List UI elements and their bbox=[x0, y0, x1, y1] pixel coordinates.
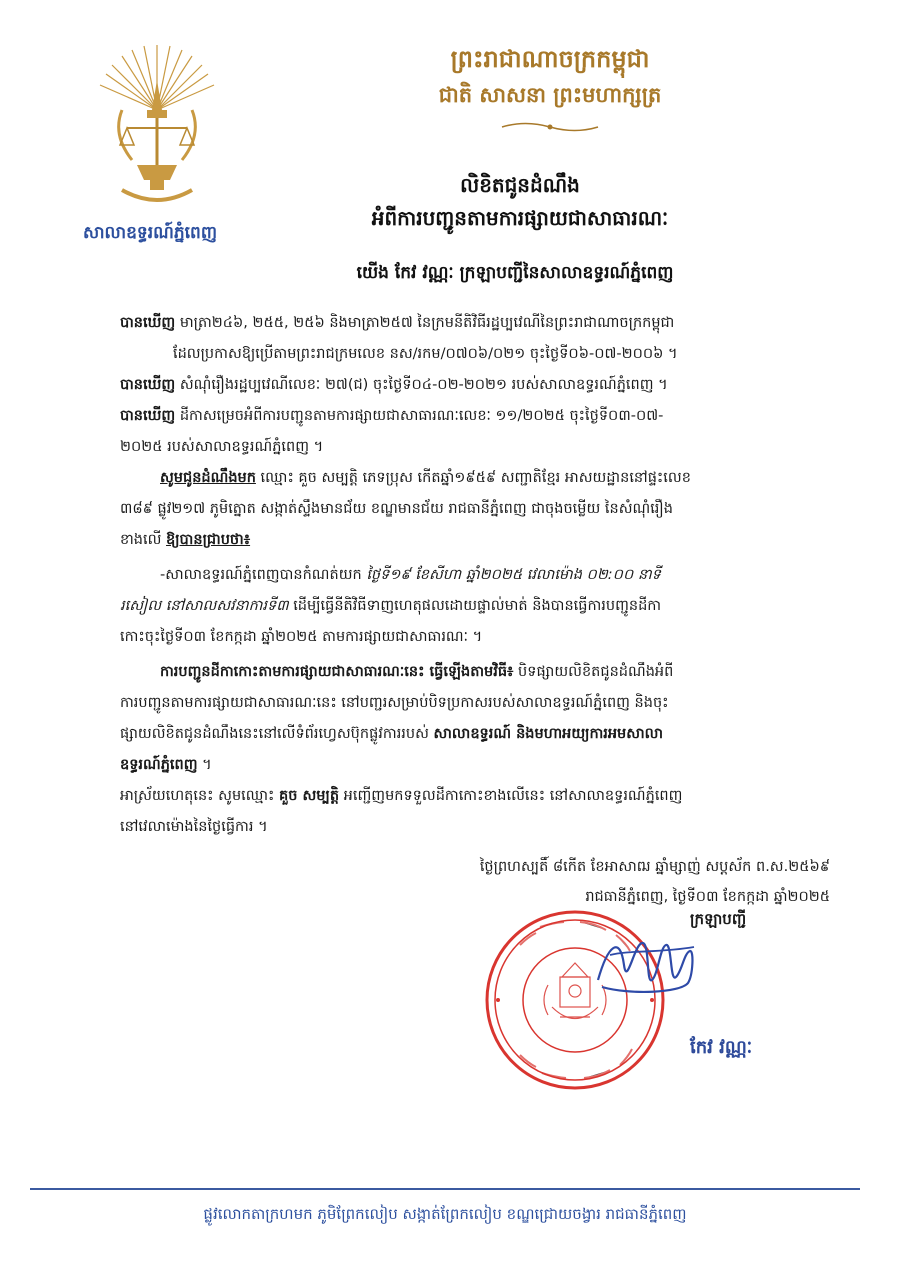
method-line-3 bbox=[120, 719, 840, 750]
notice-line-2: ៣៨៩ ផ្លូវ២១៧ ភូមិត្នោត សង្កាត់ស្ទឹងមានជ័យ ខណ្ឌមានជ័យ រាជធានីភ្នំពេញ ជាចុងចម្លើយ នៃសំណុំរឿង bbox=[120, 501, 673, 517]
method-end: ។ bbox=[197, 757, 212, 773]
method-court-names: សាលាឧទ្ធរណ៍ និងមហាអយ្យការអមសាលា bbox=[433, 726, 664, 742]
hearing-room: រសៀល នៅសាលសវនាការទី៣ bbox=[120, 598, 289, 614]
notice-line-1 bbox=[160, 463, 840, 494]
ornament-divider bbox=[500, 120, 600, 134]
notice-line-1-text: ឈ្មោះ គួច សម្បត្តិ ភេទប្រុស កើតឆ្នាំ១៩៥៩ សញ្ជាតិខ្មែរ អាសយដ្ឋាននៅផ្ទះលេខ bbox=[255, 470, 691, 486]
lunar-date: ថ្ងៃព្រហស្បតិ៍ ៨កើត ខែអាសាឍ ឆ្នាំម្សាញ់ សប្តស័ក ព.ស.២៥៦៩ bbox=[479, 859, 830, 875]
seen-item-3-cont: ២០២៥ របស់សាលាឧទ្ធរណ៍ភ្នំពេញ ។ bbox=[120, 439, 324, 455]
footer-address: ផ្លូវលោកតាក្រហមក ភូមិព្រែកលៀប សង្កាត់ព្រែកលៀប ខណ្ឌជ្រោយចង្វារ រាជធានីភ្នំពេញ bbox=[203, 1205, 687, 1223]
solar-date: រាជធានីភ្នំពេញ, ថ្ងៃទី០៣ ខែកក្កដា ឆ្នាំ២០២៥ bbox=[585, 889, 830, 905]
signer-title: ក្រឡាបញ្ជី bbox=[690, 910, 747, 928]
seen-item-2 bbox=[120, 370, 840, 401]
court-emblem-logo bbox=[92, 40, 222, 220]
notice-line-3 bbox=[120, 525, 840, 556]
hearing-line-1 bbox=[160, 560, 840, 591]
national-motto: ជាតិ សាសនា ព្រះមហាក្សត្រ bbox=[438, 83, 662, 107]
hearing-line-2 bbox=[120, 591, 840, 622]
issuer-line: យើង កែវ វណ្ណៈ ក្រឡាបញ្ជីនៃសាលាឧទ្ធរណ៍ភ្នំពេញ bbox=[356, 263, 674, 283]
method-line-1 bbox=[160, 657, 840, 688]
closing-person-name: គួច សម្បត្តិ bbox=[279, 788, 340, 804]
closing-text-c: អញ្ជើញមកទទួលដីកាកោះខាងលើនេះ នៅសាលាឧទ្ធរណ៍ភ្នំពេញ bbox=[339, 788, 683, 804]
seen-label: បានឃើញ bbox=[120, 408, 176, 424]
closing-line-2: នៅវេលាម៉ោងនៃថ្ងៃធ្វើការ ។ bbox=[120, 819, 268, 835]
method-text-c: ផ្សាយលិខិតជូនដំណឹងនេះនៅលើទំព័រហ្វេសប៊ុកផ្លូវការរបស់ bbox=[120, 726, 434, 742]
seen-item-3-text: ដីកាសម្រេចអំពីការបញ្ជូនតាមការផ្សាយជាសាធារណៈលេខៈ ១១/២០២៥ ចុះថ្ងៃទី០៣-០៧- bbox=[179, 408, 664, 424]
signer-name: កែវ វណ្ណៈ bbox=[690, 1037, 753, 1058]
method-lead: ការបញ្ជូនដីកាកោះតាមការផ្សាយជាសាធារណៈនេះ ធ្វើឡើងតាមវិធី៖ bbox=[160, 664, 514, 680]
seen-item-2-text: សំណុំរឿងរដ្ឋប្បវេណីលេខៈ ២៧(ជ) ចុះថ្ងៃទី០៤-០២-២០២១ របស់សាលាឧទ្ធរណ៍ភ្នំពេញ ។ bbox=[179, 377, 668, 393]
date-block bbox=[360, 852, 830, 912]
method-text-a: បិទផ្សាយលិខិតជូនដំណឹងអំពី bbox=[513, 664, 674, 680]
kingdom-heading: ព្រះរាជាណាចក្រកម្ពុជា bbox=[450, 45, 650, 73]
method-line-2: ការបញ្ជូនតាមការផ្សាយជាសាធារណៈនេះ នៅបញ្ជរសម្រាប់បិទប្រកាសរបស់សាលាឧទ្ធរណ៍ភ្នំពេញ និងចុះ bbox=[120, 695, 669, 711]
notice-line-3-text: ខាងលើ bbox=[120, 532, 167, 548]
court-name: សាលាឧទ្ធរណ៍ភ្នំពេញ bbox=[82, 223, 218, 243]
notice-emphasis: ឱ្យបានជ្រាបថា៖ bbox=[166, 532, 251, 548]
hearing-text-d: ដើម្បីធ្វើនីតិវិធីទាញហេតុផលដោយផ្ទាល់មាត់ និងបានធ្វើការបញ្ជូនដីកា bbox=[288, 598, 662, 614]
notice-lead: សូមជូនដំណឹងមក bbox=[160, 470, 256, 486]
hearing-datetime: ថ្ងៃទី១៩ ខែសីហា ឆ្នាំ២០២៥ វេលាម៉ោង ០២:០០ នាទី bbox=[366, 567, 661, 583]
seen-item-1-text: មាត្រា២៤៦, ២៥៥, ២៥៦ និងមាត្រា២៥៧ នៃក្រមនីតិវិធីរដ្ឋប្បវេណីនៃព្រះរាជាណាចក្រកម្ពុជា bbox=[179, 315, 675, 331]
hearing-text-a: -សាលាឧទ្ធរណ៍ភ្នំពេញបានកំណត់យក bbox=[160, 567, 367, 583]
seen-item-3 bbox=[120, 401, 840, 432]
document-title: លិខិតជូនដំណឹង bbox=[460, 173, 580, 197]
hearing-line-3: កោះចុះថ្ងៃទី០៣ ខែកក្កដា ឆ្នាំ២០២៥ តាមការផ្សាយជាសាធារណៈ ។ bbox=[120, 629, 483, 645]
method-line-4 bbox=[120, 750, 840, 781]
handwritten-signature bbox=[590, 925, 700, 1005]
method-court-name-cont: ឧទ្ធរណ៍ភ្នំពេញ bbox=[120, 757, 198, 773]
closing-text-a: អាស្រ័យហេតុនេះ សូមឈ្មោះ bbox=[120, 788, 280, 804]
document-subtitle: អំពីការបញ្ជូនតាមការផ្សាយជាសាធារណៈ bbox=[371, 206, 669, 230]
seen-label: បានឃើញ bbox=[120, 315, 176, 331]
footer-divider bbox=[30, 1188, 860, 1190]
closing-line-1 bbox=[120, 781, 840, 812]
seen-item-1-cont: ដែលប្រកាសឱ្យប្រើតាមព្រះរាជក្រមលេខ នស/រកម/០៧០៦/០២១ ចុះថ្ងៃទី០៦-០៧-២០០៦ ។ bbox=[173, 346, 678, 362]
seen-item-1 bbox=[120, 308, 840, 339]
seen-label: បានឃើញ bbox=[120, 377, 176, 393]
